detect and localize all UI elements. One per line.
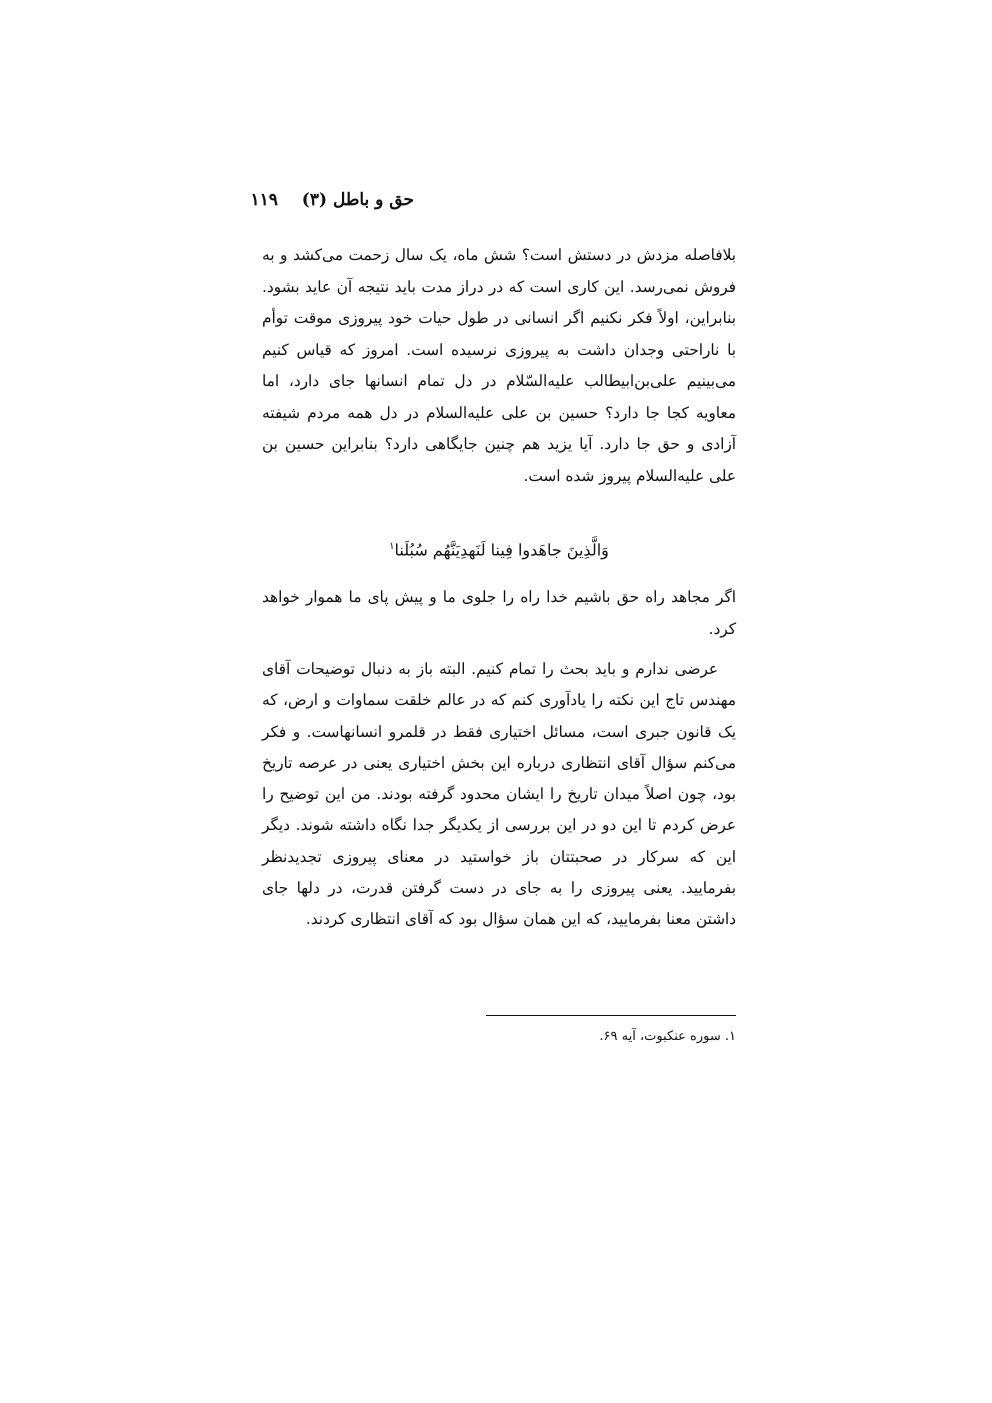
body-paragraph-1: بلافاصله مزدش در دستش است؟ شش ماه، یک سال زحمت می‌کشد و به فروش نمی‌رسد. این کاری است که در دراز مدت باید نتیجه آن عاید بشود. بنابراین، اولاً فکر نکنیم اگر انسانی در طول حیات خود پیروزی موقت توأم با ناراحتی وجدان داشت به پیروزی نرسیده است. امروز که قیاس کنیم می‌بینیم علی‌بن‌ابیطالب علیه‌السّلام در دل تمام انسانها جای دارد، اما معاویه کجا جا دارد؟ حسین بن علی علیه‌السلام در دل همه مردم شیفته آزادی و حق جا دارد. آیا یزید هم چنین جایگاهی دارد؟ بنابراین حسین بن علی علیه‌السلام پیروز شده است.: [262, 246, 736, 485]
verse-text: وَالَّذِینَ جاهَدوا فِینا لَنَهدِیَنَّهُم سُبُلَنا: [394, 540, 609, 560]
footnote: ۱. سوره عنکبوت، آیه ۶۹.: [599, 1029, 736, 1044]
body-paragraph-3: عرضی ندارم و باید بحث را تمام کنیم. البته باز به دنبال توضیحات آقای مهندس تاج این نکته را یادآوری کنم که در عالم خلقت سماوات و ارض، که یک قانون جبری است، مسائل اختیاری فقط در قلمرو انسانهاست. و فکر می‌کنم سؤال آقای انتظاری درباره این بخش اختیاری یعنی در عرصه تاریخ بود، چون اصلاً میدان تاریخ را ایشان محدود گرفته بودند. من این توضیح را عرض کردم تا این دو در این بررسی از یکدیگر جدا نگاه داشته شوند. دیگر این که سرکار در صحبتتان باز خواستید در معنای پیروزی تجدیدنظر بفرمایید. یعنی پیروزی را به جای در دست گرفتن قدرت، در دلها جای داشتن معنا بفرمایید، که این همان سؤال بود که آقای انتظاری کردند.: [262, 660, 736, 929]
running-header: [164, 190, 414, 210]
footnote-divider: [486, 1015, 736, 1016]
page-number: ۱۱۹: [250, 190, 278, 210]
body-paragraph-1-container: [262, 240, 736, 492]
body-paragraph-2: اگر مجاهد راه حق باشیم خدا راه را جلوی ما و پیش پای ما هموار خواهد کرد.: [262, 588, 736, 638]
footnote-marker[interactable]: ۱: [389, 541, 395, 552]
chapter-title: حق و باطل (۳): [301, 190, 414, 210]
quran-verse: [262, 535, 736, 562]
